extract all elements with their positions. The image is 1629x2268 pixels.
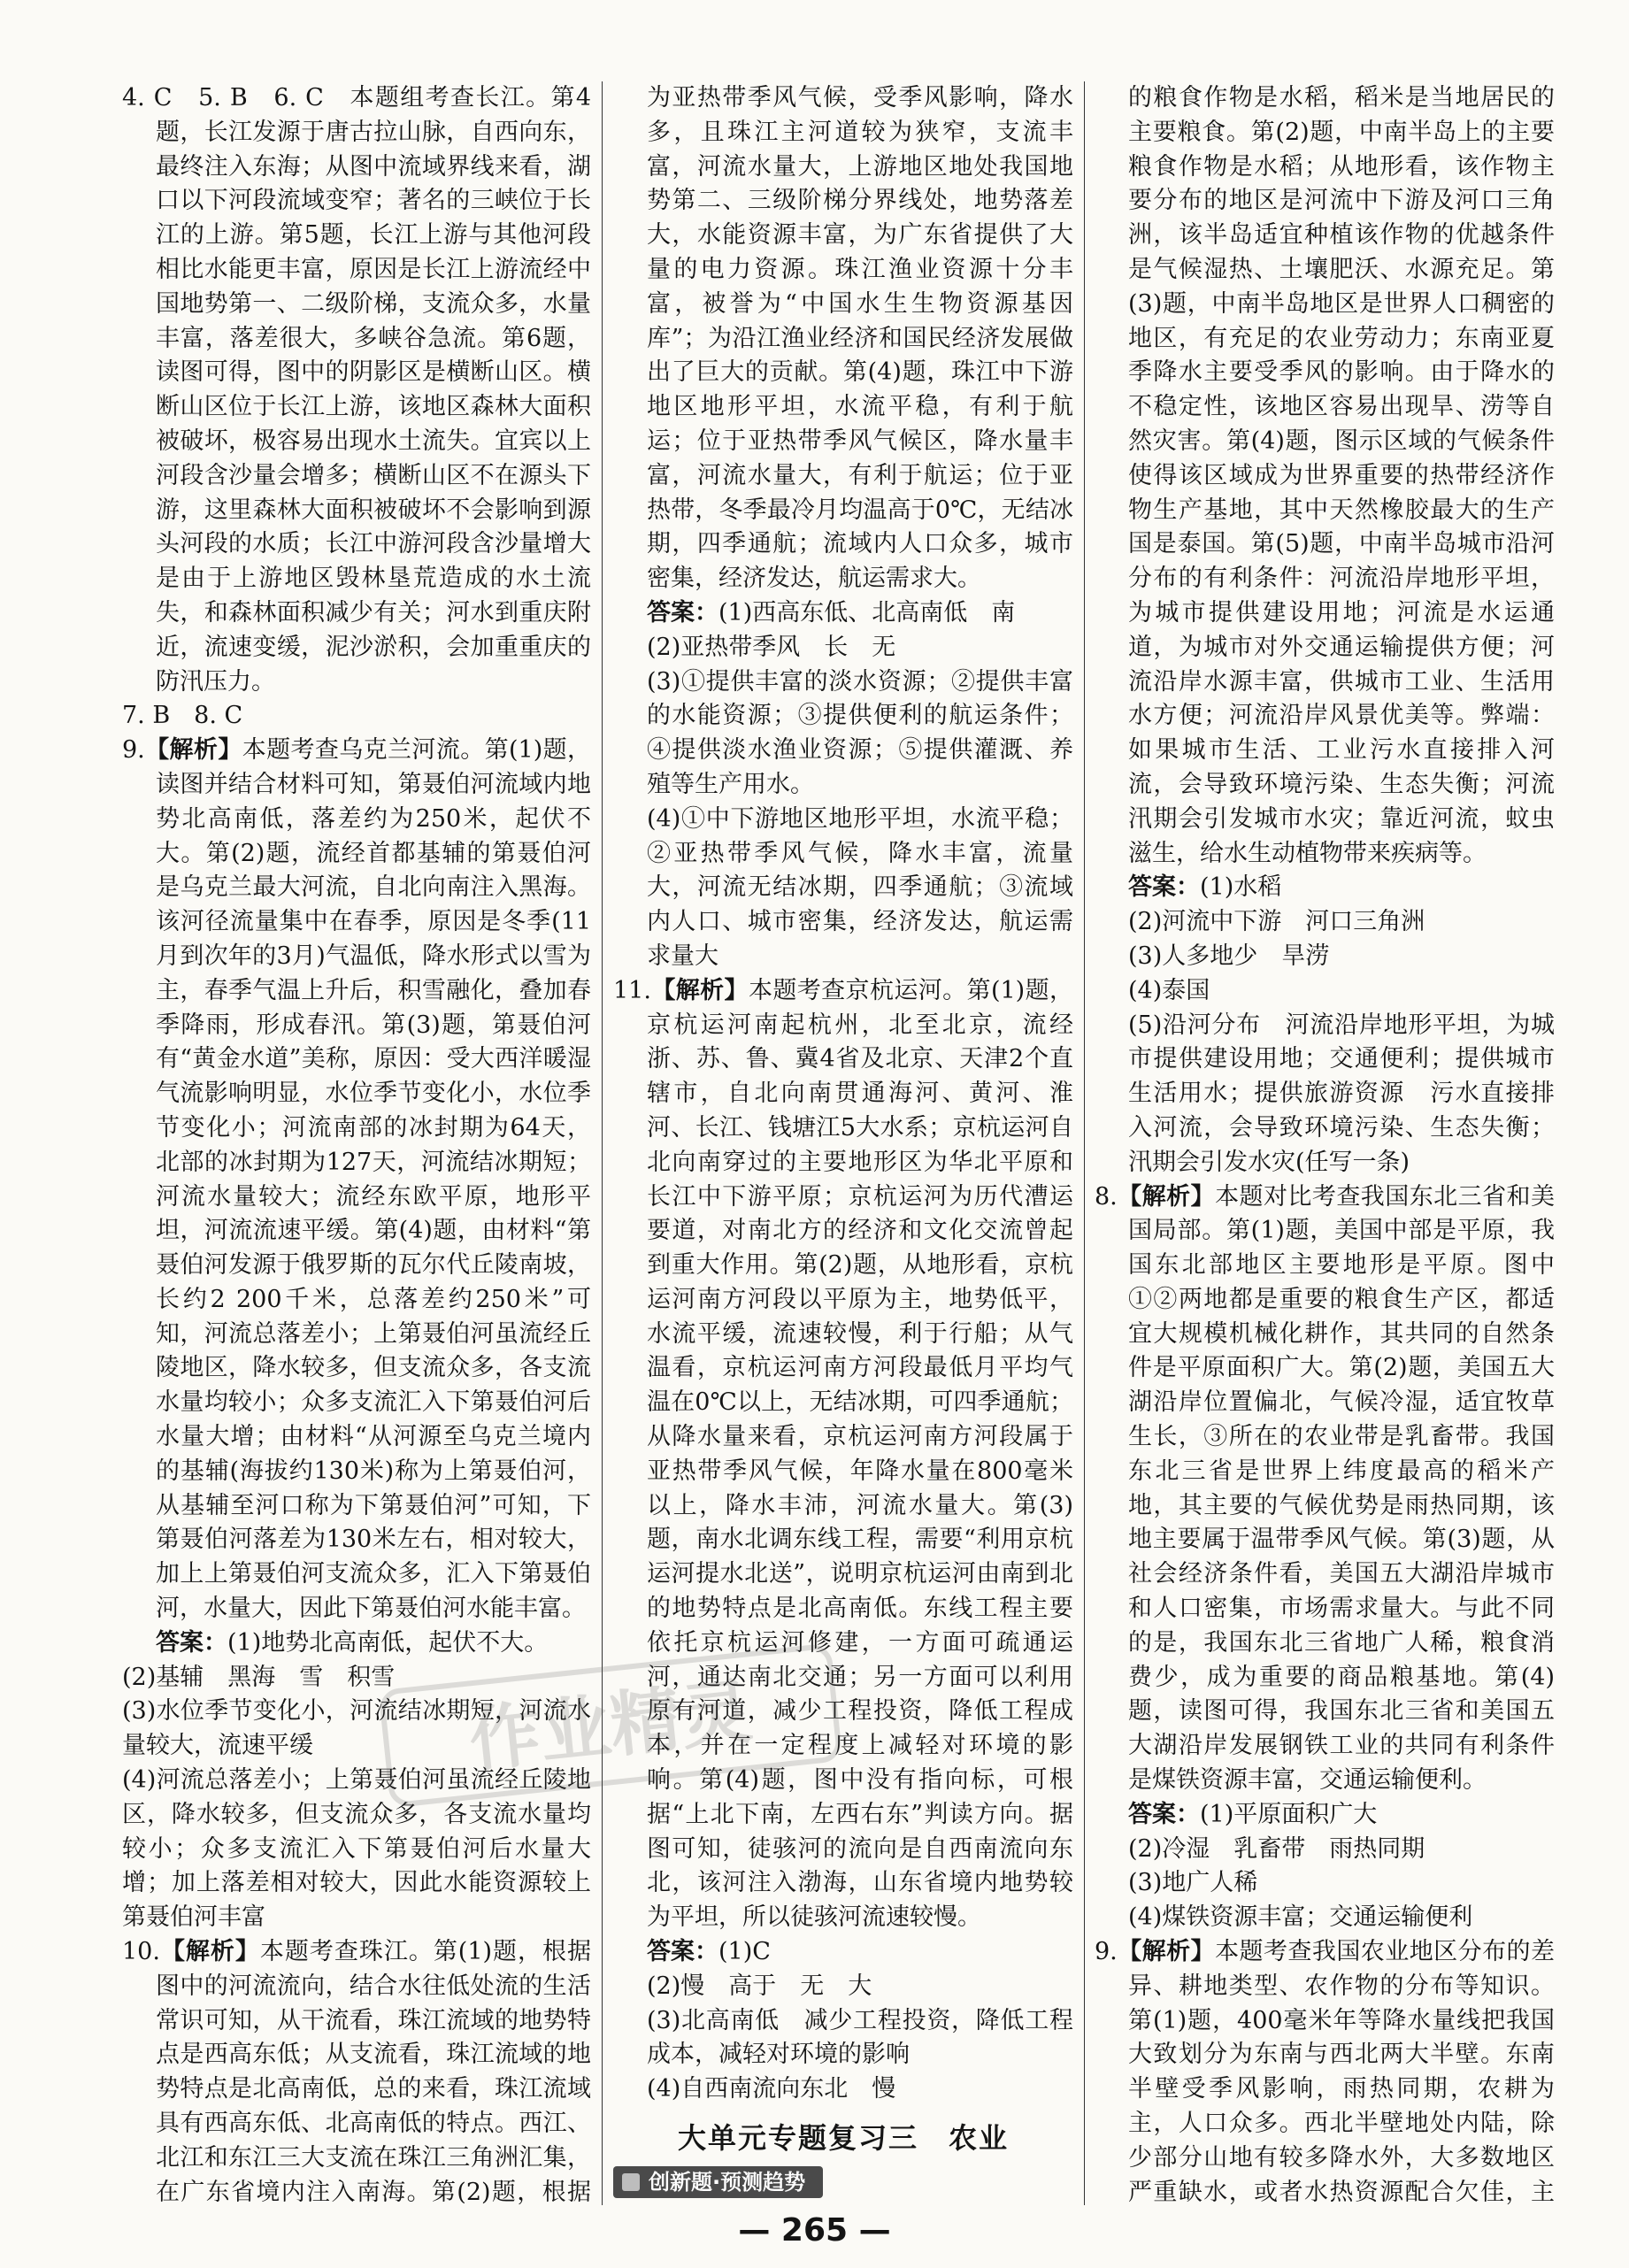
column-divider-2 [1084,81,1085,2205]
paragraph: (2)冷湿 乳畜带 雨热同期 [1128,1834,1425,1863]
column-middle-upper [613,81,1073,2107]
text-column-right [1095,81,1555,2205]
paragraph: 8.【解析】本题对比考查我国东北三省和美国局部。第(1)题，美国中部是平原，我国东北部地区主要地形是平原。图中①②两地都是重要的粮食生产区，都适宜大规模机械化耕作，其共同的自然条件是平原面积广大。第(2)题，美国五大湖沿岸位置偏北，气候冷湿，适宜牧草生长，③所在的农业带是乳畜带。我国东北三省是世界上纬度最高的稻米产地，其主要的气候优势是雨热同期，该地主要属于温带季风气候。第(3)题，从社会经济条件看，美国五大湖沿岸城市和人口密集，市场需求量大。与此不同的是，我国东北三省地广人稀，粮食消费少，成为重要的商品粮基地。第(4)题，读图可得，我国东北三省和美国五大湖沿岸发展钢铁工业的共同有利条件是煤铁资源丰富，交通运输便利。 [1095,1182,1555,1795]
paragraph: (3)人多地少 旱涝 [1128,942,1330,970]
paragraph: (5)沿河分布 河流沿岸地形平坦，为城市提供建设用地；交通便利；提供城市生活用水；提供旅游资源 污水直接排入河流，会导致环境污染、生态失衡；汛期会引发水灾(任写一条) [1128,1011,1555,1176]
paragraph: 答案：(1)地势北高南低，起伏不大。 [156,1628,549,1657]
paragraph: 4. C 5. B 6. C 本题组考查长江。第4题，长江发源于唐古拉山脉，自西向东，最终注入东海；从图中流域界线来看，湖口以下河段流域变窄；著名的三峡位于长江的上游。第5题，长江上游与其他河段相比水能更丰富，原因是长江上游流经中国地势第一、二级阶梯，支流众多，水量丰富，落差很大，多峡谷急流。第6题，读图可得，图中的阴影区是横断山区。横断山区位于长江上游，该地区森林大面积被破坏，极容易出现水土流失。宜宾以上河段含沙量会增多；横断山区不在源头下游，这里森林大面积被破坏不会影响到源头河段的水质；长江中游河段含沙量增大是由于上游地区毁林垦荒造成的水土流失，和森林面积减少有关；河水到重庆附近，流速变缓，泥沙淤积，会加重重庆的防汛压力。 [122,84,591,696]
section-heading: 大单元专题复习三 农业 [677,2121,1009,2156]
paragraph: 答案：(1)平原面积广大 [1128,1800,1378,1828]
paragraph: 9.【解析】本题考查我国农业地区分布的差异、耕地类型、农作物的分布等知识。第(1)题，400毫米年等降水量线把我国大致划分为东南与西北两大半壁。东南半壁受季风影响，雨热同期，农耕为主，人口众多。西北半壁地处内陆，除少部分山地有较多降水外，大多数地区严重缺水，或者水热资源配合欠佳，主 [1095,1938,1555,2205]
paragraph: 为亚热带季风气候，受季风影响，降水多，且珠江主河道较为狭窄，支流丰富，河流水量大，上游地区地处我国地势第二、三级阶梯分界线处，地势落差大，水能资源丰富，为广东省提供了大量的电力资源。珠江渔业资源十分丰富，被誉为“中国水生生物资源基因库”；为沿江渔业经济和国民经济发展做出了巨大的贡献。第(4)题，珠江中下游地区地形平坦，水流平稳，有利于航运；位于亚热带季风气候区，降水量丰富，河流水量大，有利于航运；位于亚热带，冬季最冷月均温高于0℃，无结冰期，四季通航；流域内人口众多，城市密集，经济发达，航运需求大。 [647,84,1073,593]
paragraph: 答案：(1)水稻 [1128,873,1282,902]
paragraph: (2)河流中下游 河口三角洲 [1128,908,1425,936]
banner-square-icon [622,2173,640,2191]
section-banner [613,2166,823,2198]
paragraph: (3)①提供丰富的淡水资源；②提供丰富的水能资源；③提供便利的航运条件；④提供淡水渔业资源；⑤提供灌溉、养殖等生产用水。 [647,667,1073,798]
paragraph: 答案：(1)西高东低、北高南低 南 [647,598,1016,627]
paragraph: (4)自西南流向东北 慢 [647,2075,896,2103]
paragraph: (3)北高南低 减少工程投资，降低工程成本，减轻对环境的影响 [647,2006,1073,2069]
paragraph: (2)慢 高于 无 大 [647,1972,872,2000]
text-column-middle [613,81,1073,2205]
paragraph: 答案：(1)C [647,1938,771,1966]
paragraph: (4)①中下游地区地形平坦，水流平稳；②亚热带季风气候，降水丰富，流量大，河流无结冰期，四季通航；③流域内人口、城市密集，经济发达，航运需求量大 [647,804,1073,970]
paragraph: (3)地广人稀 [1128,1869,1258,1897]
paragraph: 的粮食作物是水稻，稻米是当地居民的主要粮食。第(2)题，中南半岛上的主要粮食作物是水稻；从地形看，该作物主要分布的地区是河流中下游及河口三角洲，该半岛适宜种植该作物的优越条件是气候湿热、土壤肥沃、水源充足。第(3)题，中南半岛地区是世界人口稠密的地区，有充足的农业劳动力；东南亚夏季降水主要受季风的影响。由于降水的不稳定性，该地区容易出现旱、涝等自然灾害。第(4)题，图示区域的气候条件使得该区域成为世界重要的热带经济作物生产基地，其中天然橡胶最大的生产国是泰国。第(5)题，中南半岛城市沿河分布的有利条件：河流沿岸地形平坦，为城市提供建设用地；河流是水运通道，为城市对外交通运输提供方便；河流沿岸水源丰富，供城市工业、生活用水方便；河流沿岸风景优美等。弊端：如果城市生活、工业污水直接排入河流，会导致环境污染、生态失衡；河流汛期会引发城市水灾；靠近河流，蚊虫滋生，给水生动植物带来疾病等。 [1128,84,1555,867]
paragraph: (2)基辅 黑海 雪 积雪 [122,1663,396,1691]
paragraph: 9.【解析】本题考查乌克兰河流。第(1)题，读图并结合材料可知，第聂伯河流域内地势北高南低，落差约为250米，起伏不大。第(2)题，流经首都基辅的第聂伯河是乌克兰最大河流，自北向南注入黑海。该河径流量集中在春季，原因是冬季(11月到次年的3月)气温低，降水形式以雪为主，春季气温上升后，积雪融化，叠加春季降雨，形成春汛。第(3)题，第聂伯河有“黄金水道”美称，原因：受大西洋暖湿气流影响明显，水位季节变化小，水位季节变化小；河流南部的冰封期为64天，北部的冰封期为127天，河流结冰期短；河流水量较大；流经东欧平原，地形平坦，河流流速平缓。第(4)题，由材料“第聂伯河发源于俄罗斯的瓦尔代丘陵南坡，长约2 200千米，总落差约250米”可知，河流总落差小；上第聂伯河虽流经丘陵地区，降水较多，但支流众多，各支流水量均较小；众多支流汇入下第聂伯河后水量大增；由材料“从河源至乌克兰境内的基辅(海拔约130米)称为上第聂伯河，从基辅至河口称为下第聂伯河”可知，下第聂伯河落差为130米左右，相对较大，加上上第聂伯河支流众多，汇入下第聂伯河，水量大，因此下第聂伯河水能丰富。 [122,736,591,1623]
paragraph: (2)亚热带季风 长 无 [647,633,896,661]
text-column-left [122,81,591,2205]
paragraph: (4)泰国 [1128,976,1210,1004]
column-divider-1 [602,81,603,2205]
paragraph: 10.【解析】本题考查珠江。第(1)题，根据图中的河流流向，结合水往低处流的生活常识可知，从干流看，珠江流域的地势特点是西高东低；从支流看，珠江流域的地势特点是北高南低，总的来看，珠江流域具有西高东低、北高南低的特点。西江、北江和东江三大支流在珠江三角洲汇集，在广东省境内注入南海。第(2)题，根据 [122,1938,591,2205]
banner-label: 创新题·预测趋势 [649,2169,806,2195]
paragraph: (4)河流总落差小；上第聂伯河虽流经丘陵地区，降水较多，但支流众多，各支流水量均较小；众多支流汇入下第聂伯河后水量大增；加上落差相对较大，因此水能资源较上第聂伯河丰富 [122,1766,591,1932]
paragraph: (4)煤铁资源丰富；交通运输便利 [1128,1903,1473,1932]
paragraph: 7. B 8. C [122,702,243,730]
svg-text:作业精灵: 作业精灵 [465,1670,757,1782]
paragraph: 11.【解析】本题考查京杭运河。第(1)题，京杭运河南起杭州，北至北京，流经浙、苏、鲁、冀4省及北京、天津2个直辖市，自北向南贯通海河、黄河、淮河、长江、钱塘江5大水系；京杭运河自北向南穿过的主要地形区为华北平原和长江中下游平原；京杭运河为历代漕运要道，对南北方的经济和文化交流曾起到重大作用。第(2)题，从地形看，京杭运河南方河段以平原为主，地势低平，水流平缓，流速较慢，利于行船；从气温看，京杭运河南方河段最低月平均气温在0℃以上，无结冰期，可四季通航；从降水量来看，京杭运河南方河段属于亚热带季风气候，年降水量在800毫米以上，降水丰沛，河流水量大。第(3)题，南水北调东线工程，需要“利用京杭运河提水北送”，说明京杭运河由南到北的地势特点是北高南低。东线工程主要依托京杭运河修建，一方面可疏通运河，通达南北交通；另一方面可以利用原有河道，减少工程投资，降低工程成本，并在一定程度上减轻对环境的影响。第(4)题，图中没有指向标，可根据“上北下南，左西右东”判读方向。据图可知，徒骇河的流向是自西南流向东北，该河注入渤海，山东省境内地势较为平坦，所以徒骇河流速较慢。 [613,976,1073,1932]
page-number: — 265 — [738,2212,891,2249]
paragraph: (3)水位季节变化小，河流结冰期短，河流水量较大，流速平缓 [122,1697,591,1760]
